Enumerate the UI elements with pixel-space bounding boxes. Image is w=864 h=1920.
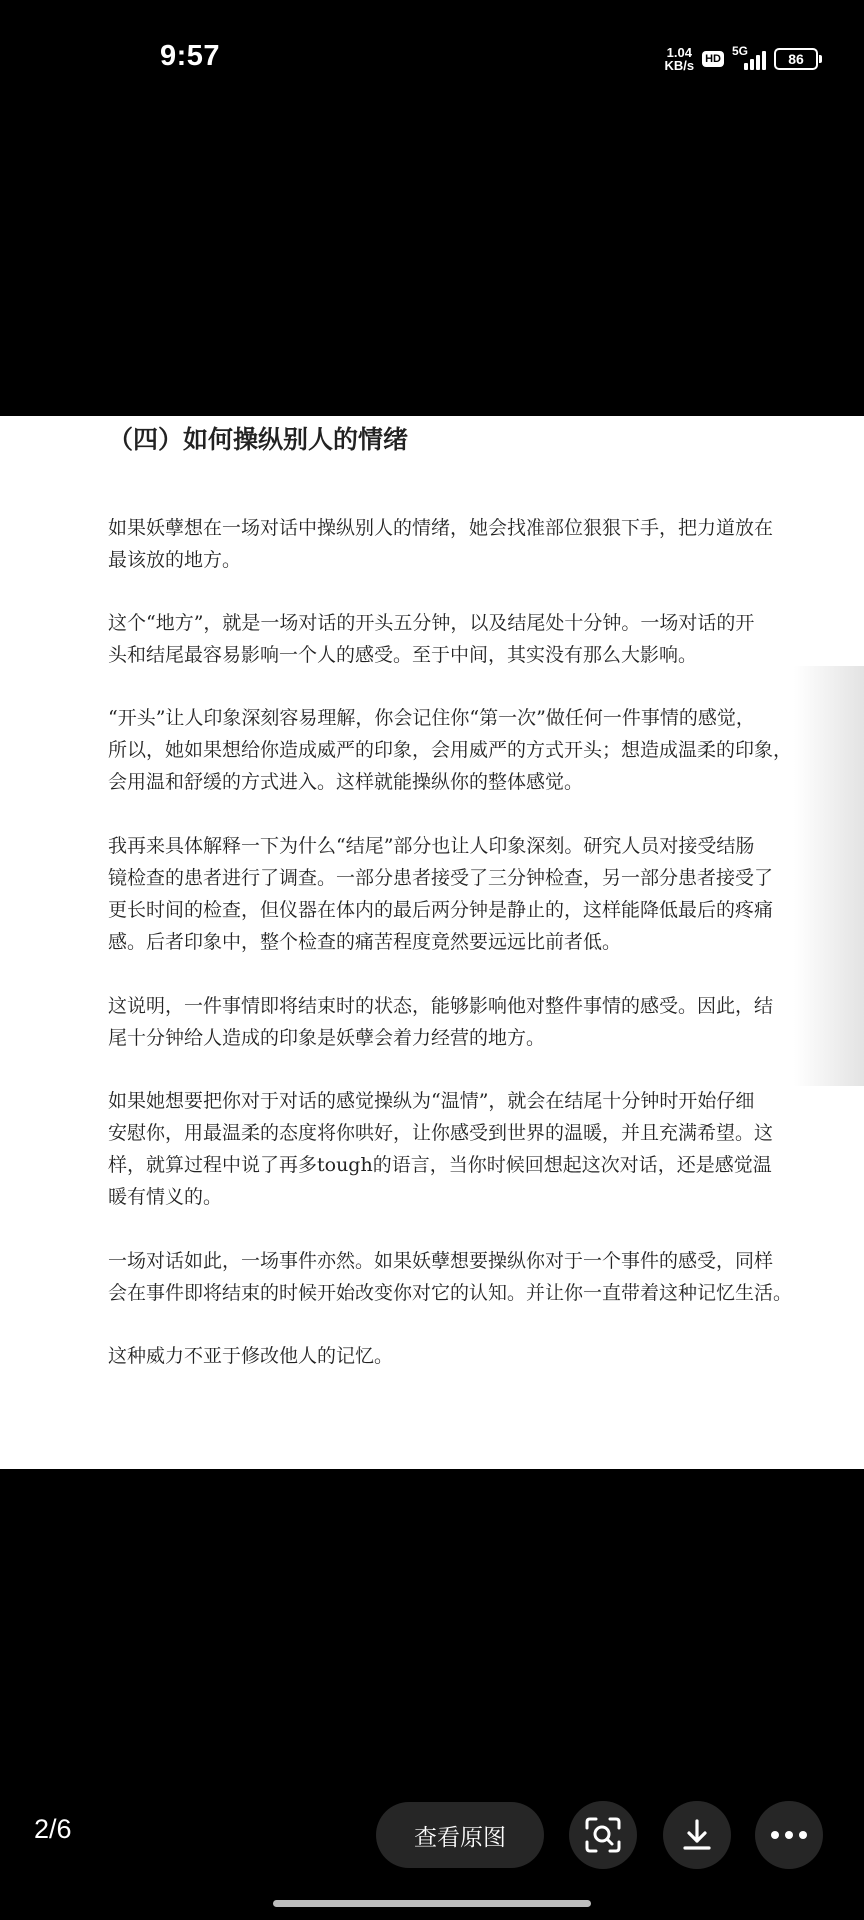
paragraph-5: 这说明，一件事情即将结束时的状态，能够影响他对整件事情的感受。因此，结 尾十分钟给人造成的印象是妖孽会着力经营的地方。	[108, 995, 774, 1049]
net-speed-unit: KB/s	[664, 58, 695, 73]
paragraph-4: 我再来具体解释一下为什么“结尾”部分也让人印象深刻。研究人员对接受结肠 镜检查的患者进行了调查。一部分患者接受了三分钟检查，另一部分患者接受了 更长时间的检查，但仪器在体内的最后两分钟是静止的，这样能降低最后的疼痛 感。后者印象中，整个检查的痛苦程度竟然要远远比前者低。	[108, 835, 774, 953]
battery-icon	[774, 48, 818, 70]
page-counter: 2/6	[34, 1814, 72, 1844]
net-speed-value: 1.04	[666, 45, 692, 60]
scan-search-icon	[584, 1816, 622, 1854]
signal-icon	[732, 44, 766, 70]
paragraph-7: 一场对话如此，一场事件亦然。如果妖孽想要操纵你对于一个事件的感受，同样 会在事件即将结束的时候开始改变你对它的认知。并让你一直带着这种记忆生活。	[108, 1250, 793, 1304]
status-time: 9:57	[160, 40, 221, 72]
scan-search-button[interactable]	[569, 1801, 637, 1869]
paragraph-6: 如果她想要把你对于对话的感觉操纵为“温情”，就会在结尾十分钟时开始仔细 安慰你，用最温柔的态度将你哄好，让你感受到世界的温暖，并且充满希望。这 样，就算过程中说了再多tough的语言，当你时候回想起这次对话，还是感觉温 暖有情义的。	[108, 1090, 774, 1208]
paragraph-3: “开头”让人印象深刻容易理解，你会记住你“第一次”做任何一件事情的感觉， 所以，她如果想给你造成威严的印象，会用威严的方式开头；想造成温柔的印象， 会用温和舒缓的方式进入。这样就能操纵你的整体感觉。	[108, 707, 793, 793]
document-image[interactable]	[0, 416, 864, 1469]
more-icon	[770, 1830, 808, 1840]
network-type: 5G	[732, 44, 749, 58]
home-indicator[interactable]	[273, 1900, 591, 1907]
paragraph-1: 如果妖孽想在一场对话中操纵别人的情绪，她会找准部位狠狠下手，把力道放在 最该放的地方。	[108, 517, 774, 571]
more-button[interactable]	[755, 1801, 823, 1869]
paragraph-8: 这种威力不亚于修改他人的记忆。	[108, 1345, 394, 1367]
paragraph-2: 这个“地方”，就是一场对话的开头五分钟，以及结尾处十分钟。一场对话的开 头和结尾最容易影响一个人的感受。至于中间，其实没有那么大影响。	[108, 612, 755, 666]
hd-icon: HD	[702, 51, 724, 67]
download-icon	[679, 1817, 715, 1853]
net-speed	[664, 46, 694, 72]
status-indicators	[664, 44, 818, 74]
download-button[interactable]	[663, 1801, 731, 1869]
battery-level: 86	[788, 51, 804, 67]
view-original-button[interactable]: 查看原图	[376, 1802, 544, 1868]
document-title: （四）如何操纵别人的情绪	[108, 425, 409, 454]
